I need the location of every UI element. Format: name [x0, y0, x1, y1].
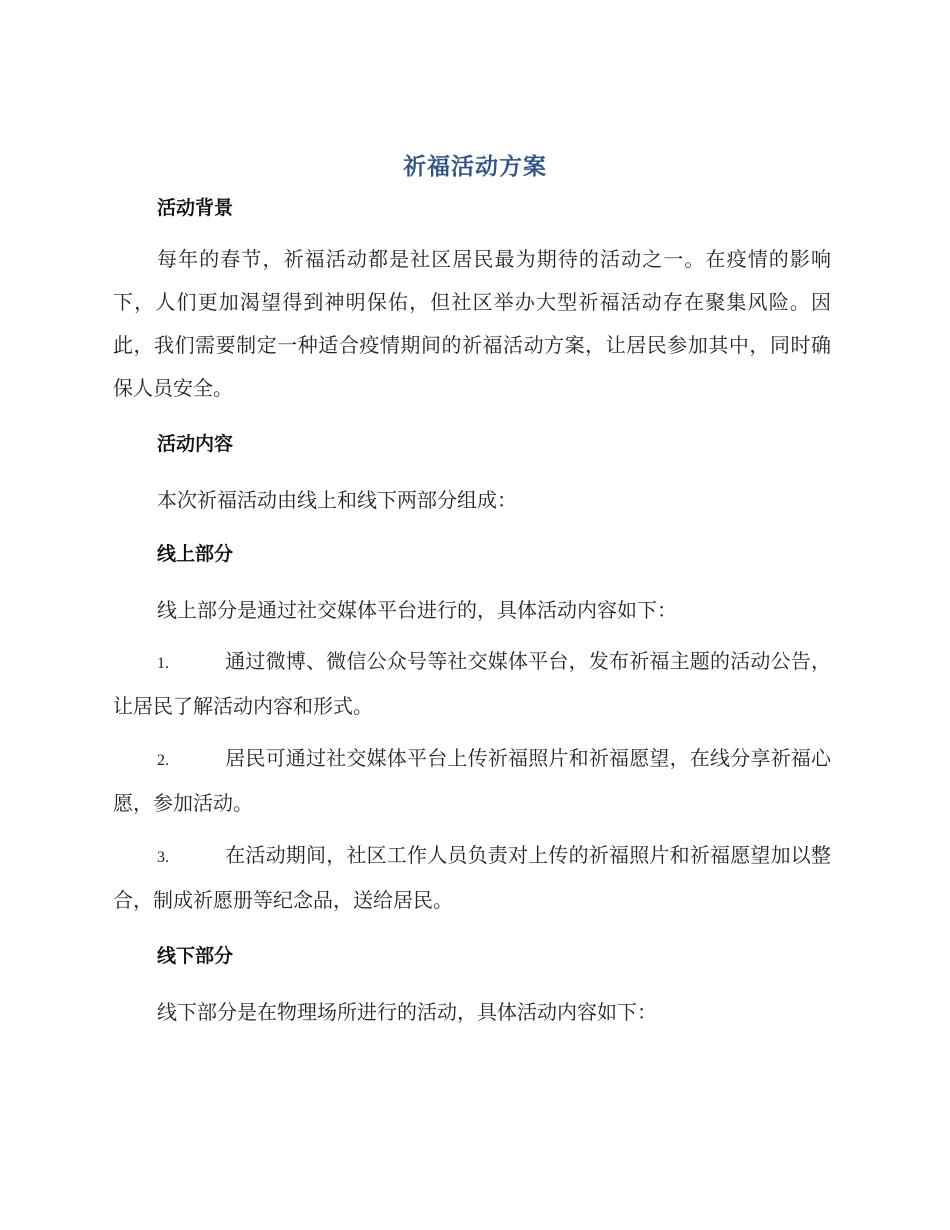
section-heading-offline: 线下部分	[157, 945, 234, 967]
content-paragraph: 本次祈福活动由线上和线下两部分组成：	[157, 488, 517, 512]
section-heading-content: 活动内容	[157, 433, 234, 455]
list-item-text: 居民可通过社交媒体平台上传祈福照片和祈福愿望，在线分享祈福心愿，参加活动。	[113, 746, 831, 815]
background-paragraph: 每年的春节，祈福活动都是社区居民最为期待的活动之一。在疫情的影响下，人们更加渴望得到神明保佑，但社区举办大型祈福活动存在聚集风险。因此，我们需要制定一种适合疫情期间的祈福活动方案，让居民参加其中，同时确保人员安全。	[113, 247, 831, 400]
section-heading-online: 线上部分	[157, 543, 234, 565]
online-intro-paragraph: 线上部分是通过社交媒体平台进行的，具体活动内容如下：	[157, 598, 677, 622]
list-item	[113, 737, 831, 825]
list-item-text: 在活动期间，社区工作人员负责对上传的祈福照片和祈福愿望加以整合，制成祈愿册等纪念品，送给居民。	[113, 843, 831, 912]
document-title: 祈福活动方案	[403, 154, 547, 180]
list-item-number: 2.	[157, 752, 169, 769]
list-item-number: 3.	[157, 849, 169, 866]
list-item	[113, 834, 831, 922]
list-item	[113, 640, 831, 728]
list-item-number: 1.	[157, 655, 169, 672]
offline-intro-paragraph: 线下部分是在物理场所进行的活动，具体活动内容如下：	[157, 1000, 657, 1024]
list-item-text: 通过微博、微信公众号等社交媒体平台，发布祈福主题的活动公告，让居民了解活动内容和形式。	[113, 649, 831, 718]
section-heading-background: 活动背景	[157, 197, 234, 219]
